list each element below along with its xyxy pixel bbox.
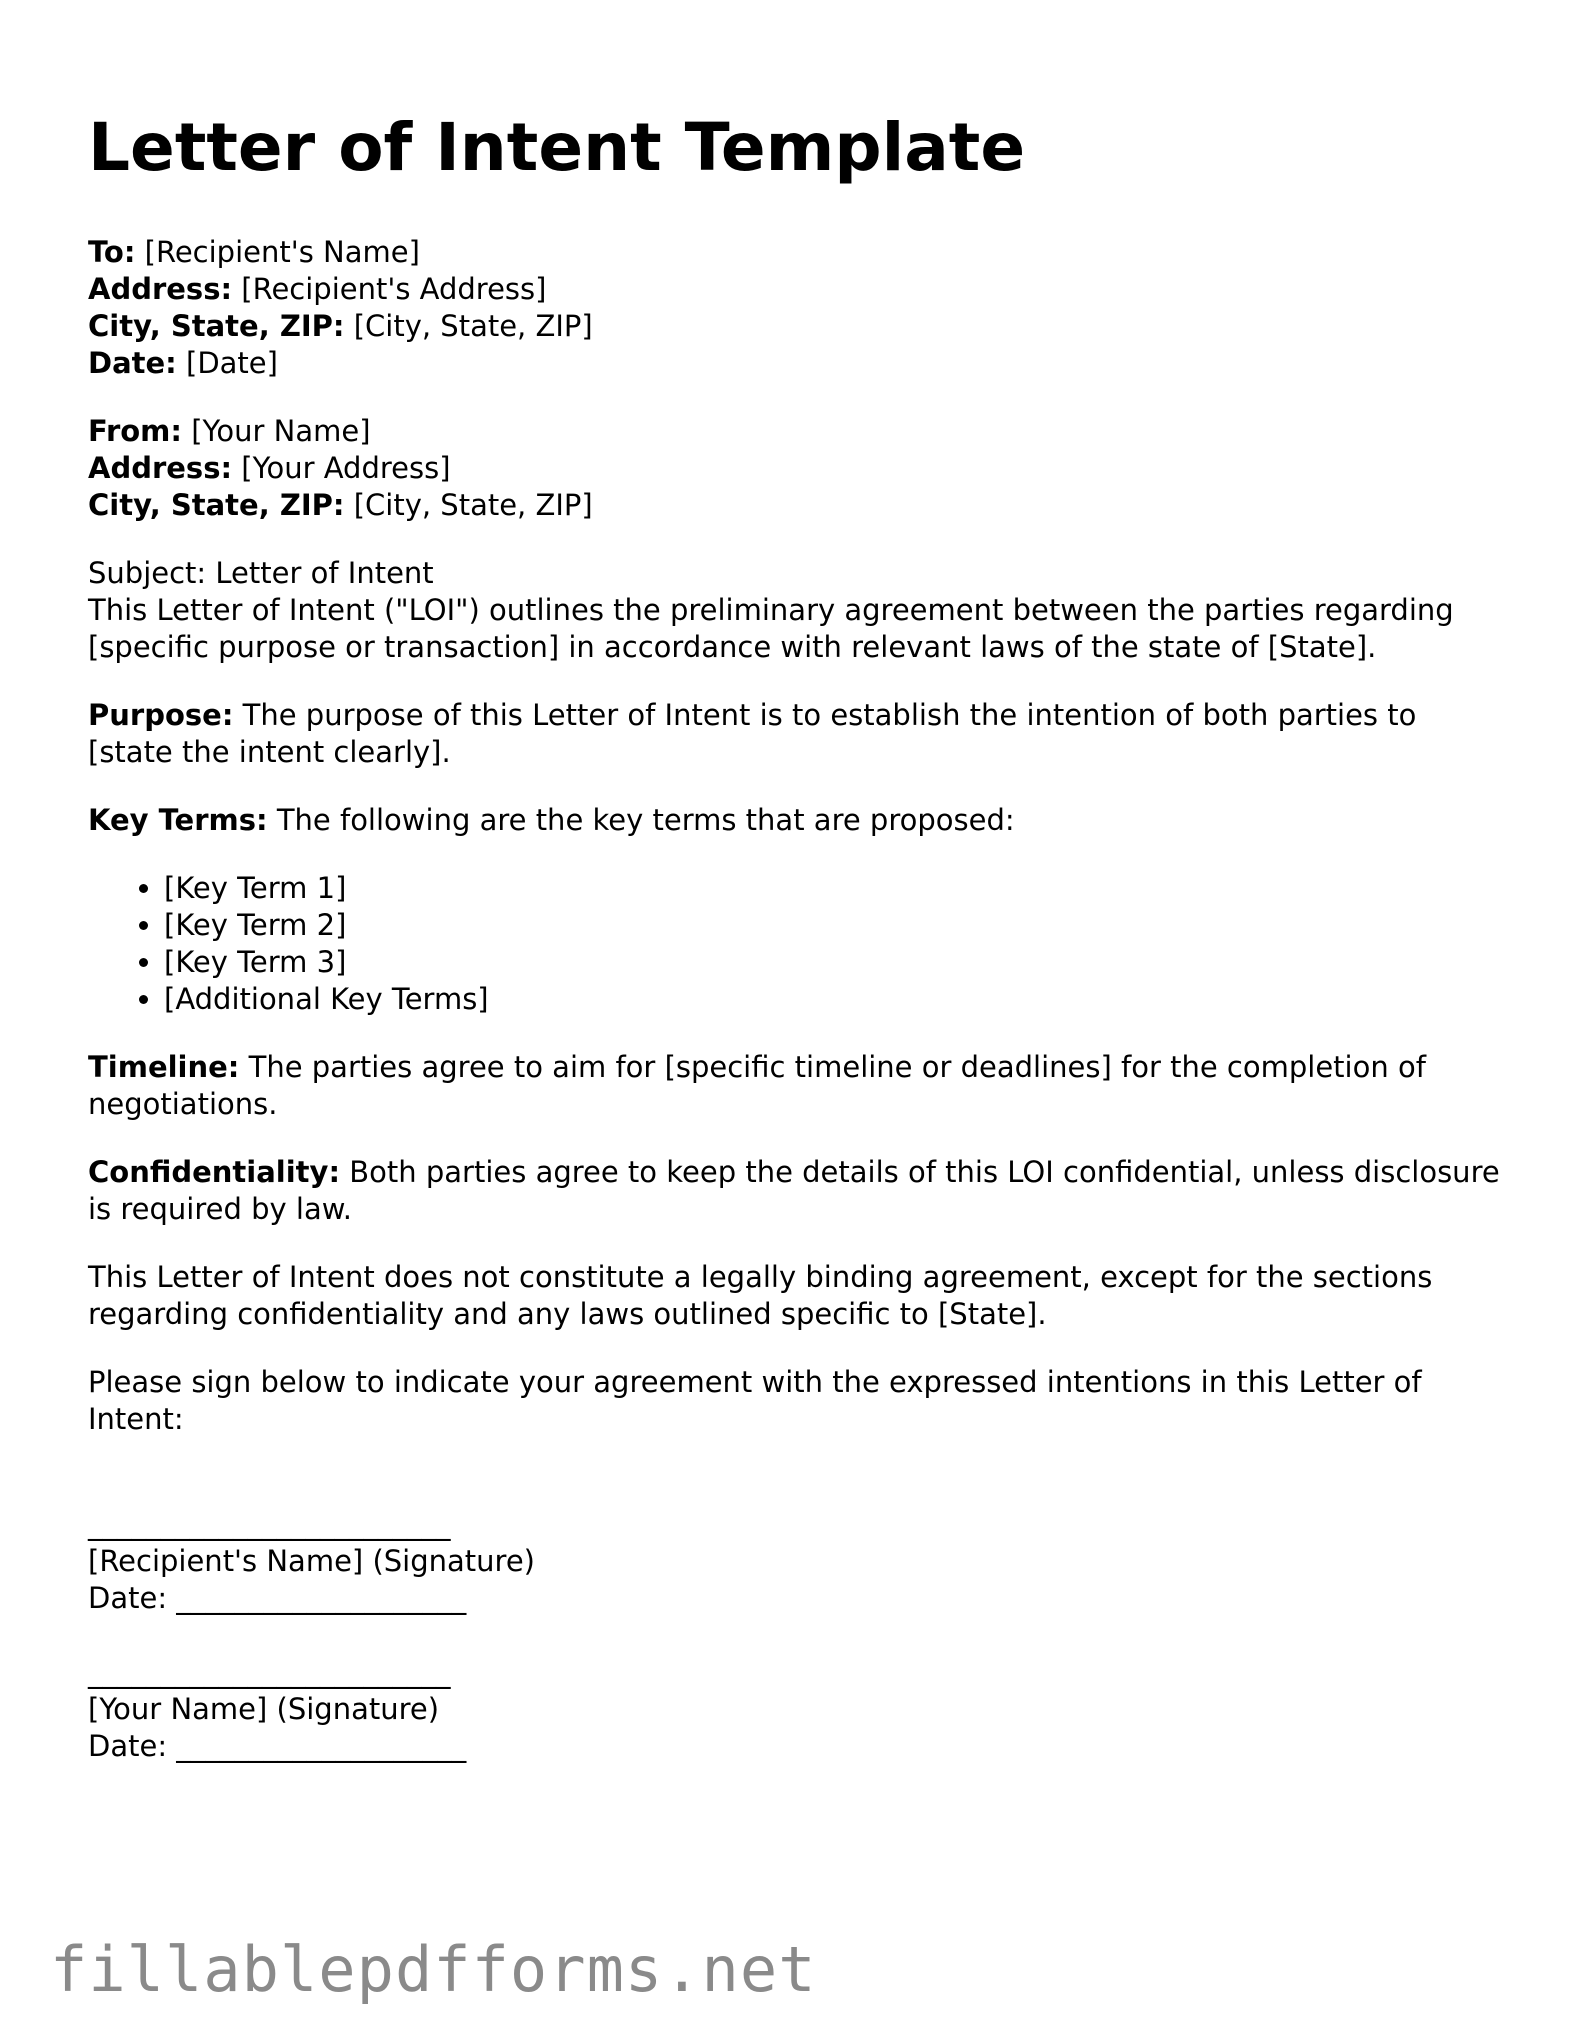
recipient-city-line — [88, 308, 1508, 345]
signature-spacer — [88, 1617, 1508, 1654]
recipient-signature-line[interactable]: _________________________ — [88, 1507, 451, 1541]
sender-city-line — [88, 487, 1508, 524]
key-terms-text: The following are the key terms that are proposed: — [267, 803, 1015, 837]
sign-prompt-paragraph: Please sign below to indicate your agreement with the expressed intentions in this Letter of Intent: — [88, 1365, 1422, 1436]
sender-block — [88, 413, 1508, 524]
intro-text: This Letter of Intent ("LOI") outlines the preliminary agreement between the parties regarding [specific purpose or transaction] in accordance with relevant laws of the state of [State]. — [88, 593, 1454, 664]
sender-signature-line[interactable]: _________________________ — [88, 1655, 451, 1689]
recipient-city-value: [City, State, ZIP] — [344, 309, 593, 343]
recipient-address-label: Address: — [88, 272, 233, 306]
date-value: [Date] — [176, 346, 278, 380]
recipient-city-label: City, State, ZIP: — [88, 309, 345, 343]
timeline-text: The parties agree to aim for [specific timeline or deadlines] for the completion of negotiations. — [88, 1050, 1426, 1121]
non-binding-paragraph: This Letter of Intent does not constitute a legally binding agreement, except for the sections regarding confidentiality and any laws outlined specific to [State]. — [88, 1260, 1433, 1331]
key-terms-list — [88, 870, 1508, 1018]
from-label: From: — [88, 414, 182, 448]
recipient-to-line — [88, 234, 1508, 271]
purpose-label: Purpose: — [88, 698, 234, 732]
sender-signature-name: [Your Name] (Signature) — [88, 1692, 440, 1726]
recipient-signature-name: [Recipient's Name] (Signature) — [88, 1544, 535, 1578]
sender-address-line — [88, 450, 1508, 487]
timeline-paragraph — [88, 1049, 1508, 1123]
list-item: • [Key Term 2] — [164, 907, 1508, 944]
recipient-address-line — [88, 271, 1508, 308]
purpose-text: The purpose of this Letter of Intent is to establish the intention of both parties to [state the intent clearly]. — [88, 698, 1417, 769]
watermark: fillablepdfforms.net — [50, 1933, 817, 2006]
list-item: • [Additional Key Terms] — [164, 981, 1508, 1018]
document-page — [88, 108, 1508, 1796]
purpose-paragraph — [88, 697, 1508, 771]
list-item: • [Key Term 3] — [164, 944, 1508, 981]
sender-address-label: Address: — [88, 451, 233, 485]
subject-intro-paragraph — [88, 555, 1508, 666]
confidentiality-label: Confidentiality: — [88, 1155, 341, 1189]
sender-address-value: [Your Address] — [232, 451, 451, 485]
confidentiality-paragraph — [88, 1154, 1508, 1228]
key-terms-paragraph — [88, 802, 1508, 839]
recipient-address-value: [Recipient's Address] — [232, 272, 547, 306]
from-value: [Your Name] — [182, 414, 371, 448]
signature-block — [88, 1469, 1508, 1765]
sender-city-label: City, State, ZIP: — [88, 488, 345, 522]
signature-spacer — [88, 1469, 1508, 1506]
list-item: • [Key Term 1] — [164, 870, 1508, 907]
confidentiality-text: Both parties agree to keep the details of this LOI confidential, unless disclosure is required by law. — [88, 1155, 1500, 1226]
recipient-block — [88, 234, 1508, 382]
sender-city-value: [City, State, ZIP] — [344, 488, 593, 522]
date-label: Date: — [88, 346, 177, 380]
page-title: Letter of Intent Template — [88, 109, 1026, 186]
recipient-signature-date[interactable]: Date: ____________________ — [88, 1581, 467, 1615]
sender-signature-date[interactable]: Date: ____________________ — [88, 1729, 467, 1763]
to-label: To: — [88, 235, 136, 269]
timeline-label: Timeline: — [88, 1050, 240, 1084]
to-value: [Recipient's Name] — [135, 235, 420, 269]
recipient-date-line — [88, 345, 1508, 382]
subject-line: Subject: Letter of Intent — [88, 556, 434, 590]
sender-from-line — [88, 413, 1508, 450]
key-terms-label: Key Terms: — [88, 803, 268, 837]
